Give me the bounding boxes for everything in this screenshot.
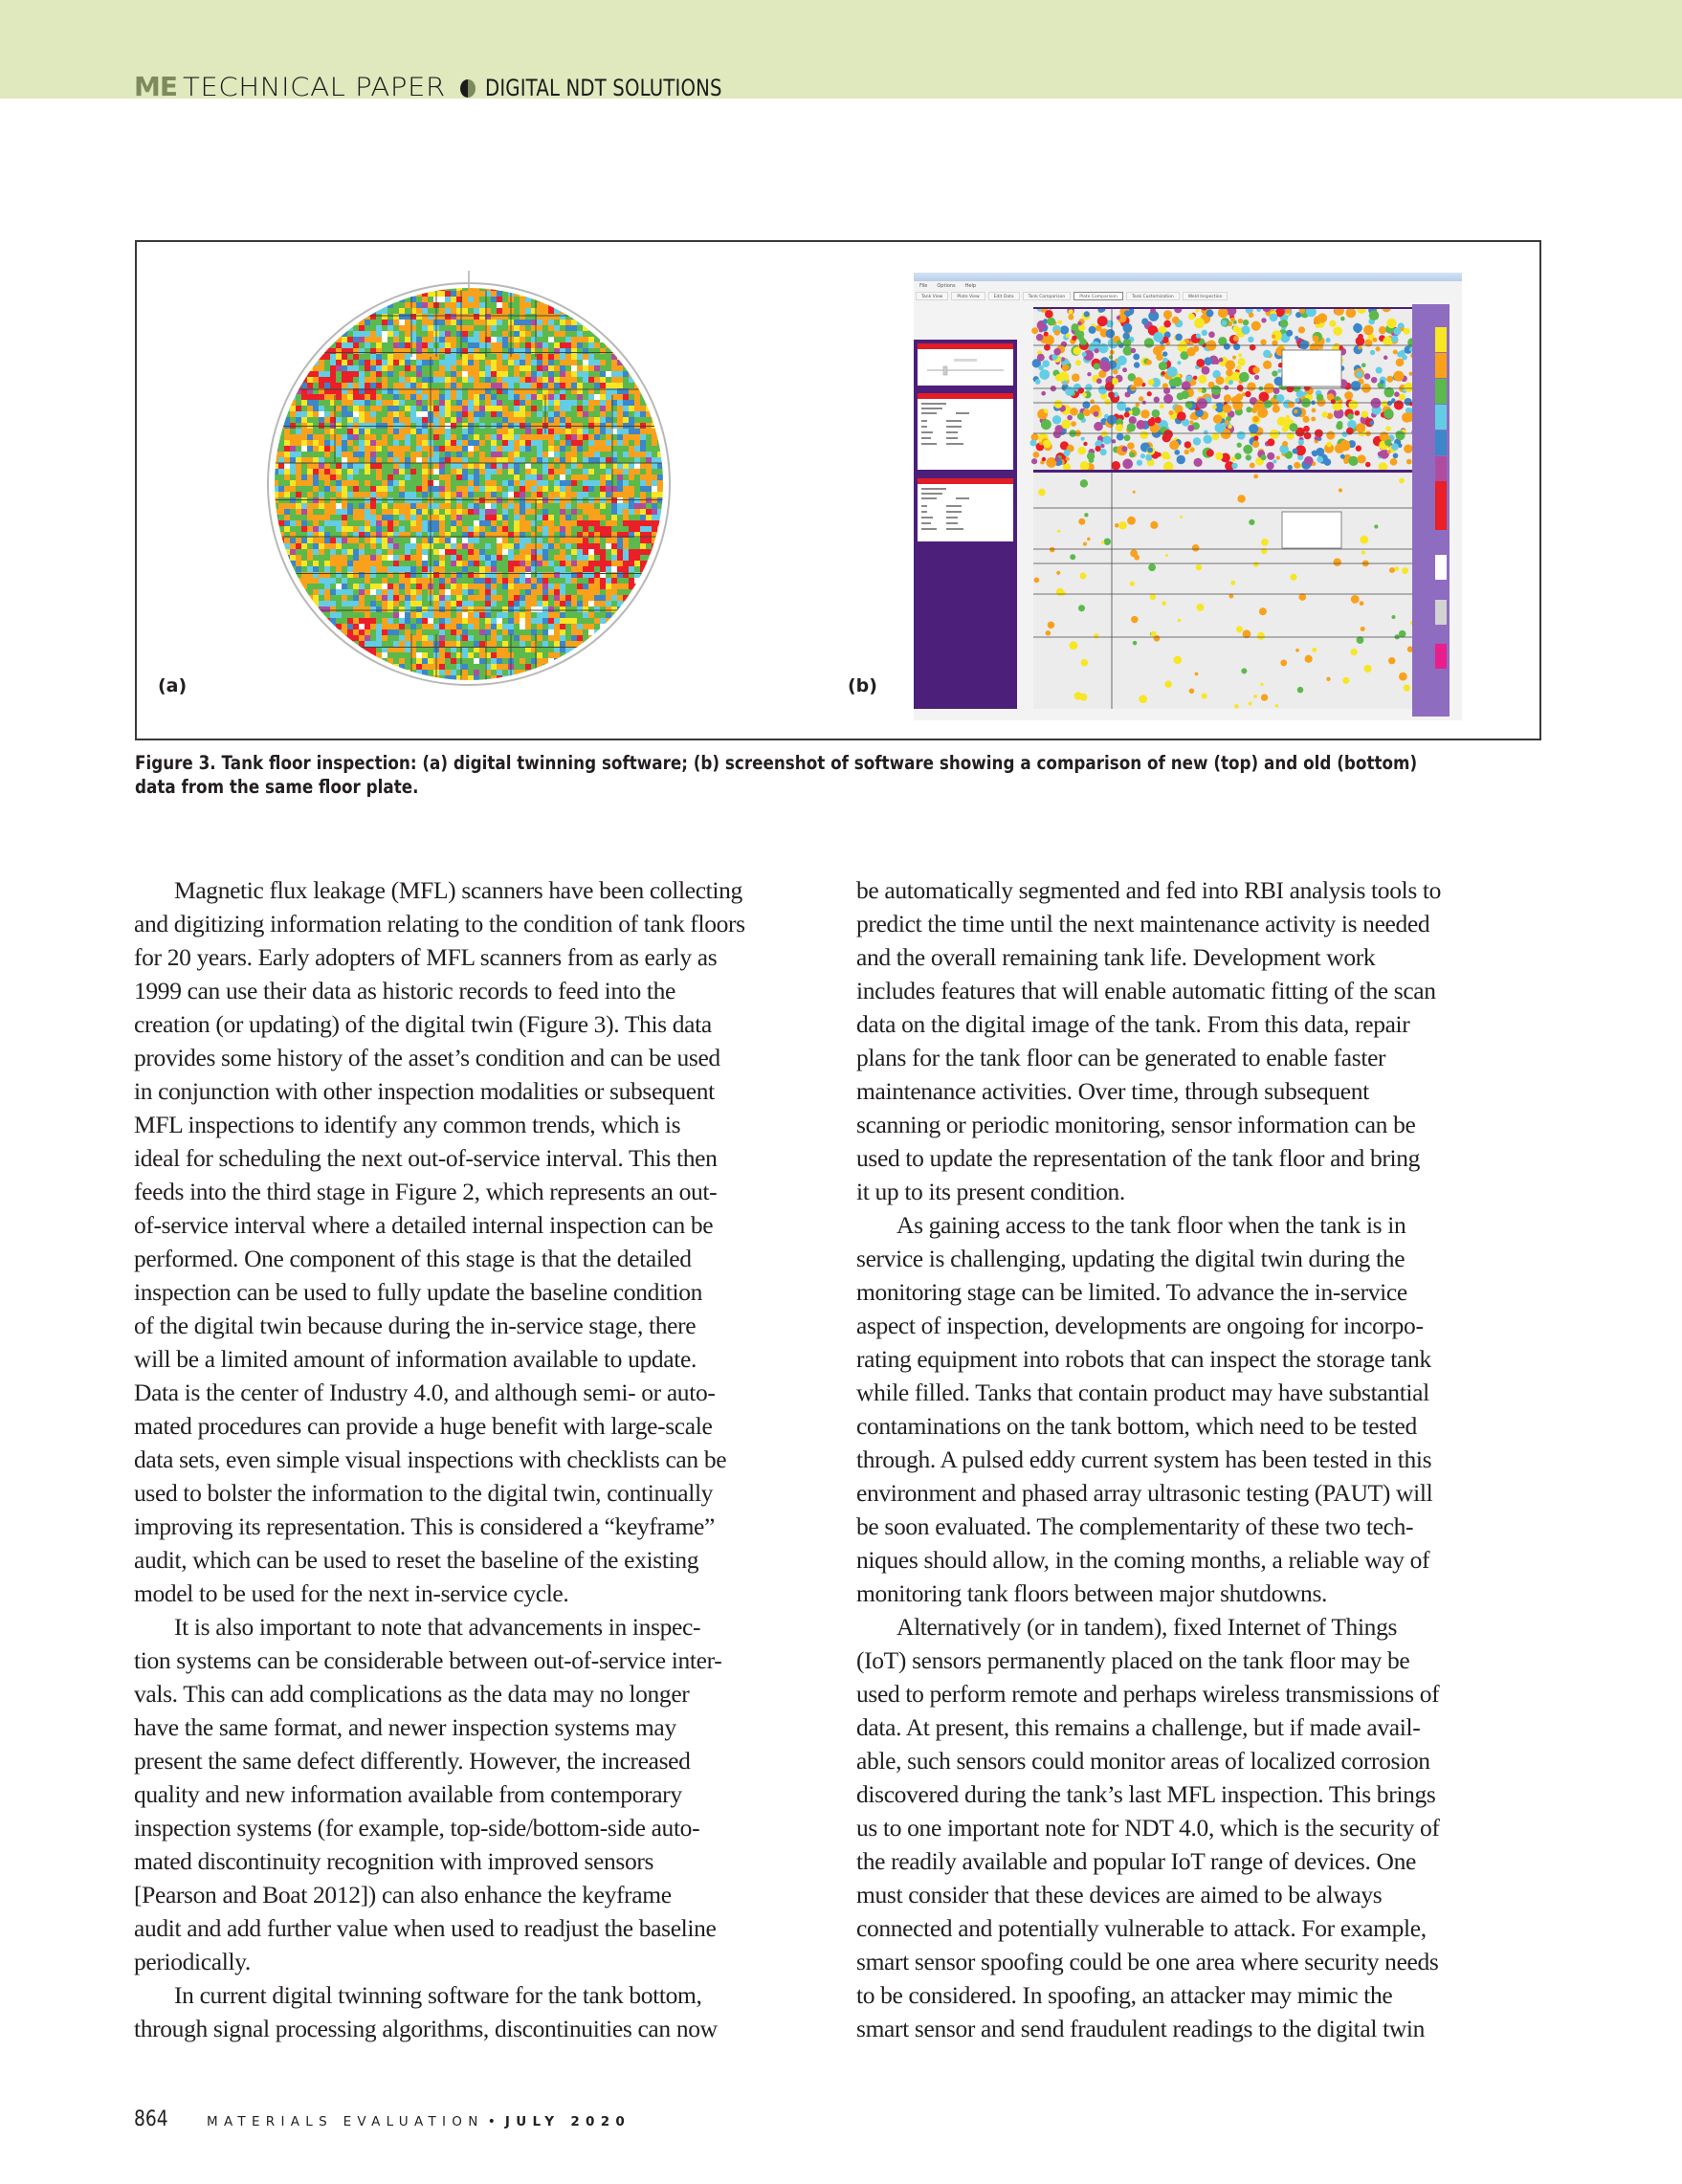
tab-tank-comparison: Tank Comparison xyxy=(1023,292,1072,300)
body-text-line: be soon evaluated. The complementarity of these two tech- xyxy=(856,1512,1414,1540)
body-text-line: to be considered. In spoofing, an attacker may mimic the xyxy=(856,1981,1393,2009)
zoom-panel xyxy=(916,342,1015,387)
body-text-line: through signal processing algorithms, discontinuities can now xyxy=(134,2015,718,2042)
body-text-line: in conjunction with other inspection modalities or subsequent xyxy=(134,1077,715,1105)
panel-b-label: (b) xyxy=(848,675,877,696)
page-footer xyxy=(134,2107,631,2136)
body-text-line: able, such sensors could monitor areas of localized corrosion xyxy=(856,1747,1430,1775)
body-text-line: predict the time until the next maintenance activity is needed xyxy=(856,910,1430,938)
body-text-line: tion systems can be considerable between out-of-service inter- xyxy=(134,1646,722,1674)
body-text-line: smart sensor spoofing could be one area where security needs xyxy=(856,1948,1439,1975)
body-text-line: maintenance activities. Over time, through subsequent xyxy=(856,1077,1369,1105)
software-tab-bar xyxy=(914,292,1228,300)
body-text-line: aspect of inspection, developments are ongoing for incorpo- xyxy=(856,1312,1424,1339)
legend-swatch xyxy=(1435,327,1447,352)
running-header xyxy=(134,71,775,102)
section-name: DIGITAL NDT SOLUTIONS xyxy=(485,75,723,101)
body-text-line: monitoring stage can be limited. To advance the in-service xyxy=(856,1278,1407,1306)
body-text-line: smart sensor and send fraudulent readings to the digital twin xyxy=(856,2015,1426,2042)
body-text-line: vals. This can add complications as the data may no longer xyxy=(134,1680,690,1708)
body-text-line: monitoring tank floors between major shutdowns. xyxy=(856,1579,1328,1607)
body-text-line: creation (or updating) of the digital twin (Figure 3). This data xyxy=(134,1010,712,1038)
body-text-line: discovered during the tank’s last MFL inspection. This brings xyxy=(856,1780,1436,1808)
caption-line: Figure 3. Tank floor inspection: (a) digital twinning software; (b) screenshot of software showing a comparison of new (top) and old (bottom) xyxy=(135,752,1418,774)
body-text-line: MFL inspections to identify any common trends, which is xyxy=(134,1111,681,1138)
body-text-line: audit and add further value when used to readjust the baseline xyxy=(134,1914,717,1942)
legend-swatch xyxy=(1435,456,1447,481)
body-text-line: plans for the tank floor can be generated to enable faster xyxy=(856,1044,1386,1071)
body-text-line: It is also important to note that advancements in inspec- xyxy=(174,1613,701,1641)
body-text-line: periodically. xyxy=(134,1948,251,1975)
body-text-line: improving its representation. This is considered a “keyframe” xyxy=(134,1512,715,1540)
body-text-line: of-service interval where a detailed internal inspection can be xyxy=(134,1211,714,1239)
body-text-line: us to one important note for NDT 4.0, which is the security of xyxy=(856,1814,1440,1842)
body-text-line: performed. One component of this stage is that the detailed xyxy=(134,1245,692,1272)
body-text-line: As gaining access to the tank floor when the tank is in xyxy=(896,1211,1406,1239)
body-column-left xyxy=(134,873,823,2045)
body-text-line: will be a limited amount of information available to update. xyxy=(134,1345,697,1373)
tab-tank-view: Tank View xyxy=(916,292,948,300)
body-text-line: model to be used for the next in-service cycle. xyxy=(134,1579,569,1607)
color-scale-legend xyxy=(1412,304,1450,717)
tab-plate-comparison: Plate Comparison xyxy=(1073,292,1123,300)
legend-swatch xyxy=(1435,644,1447,669)
menu-file: File xyxy=(919,283,928,289)
tab-plate-view: Plate View xyxy=(951,292,985,300)
body-text-line: used to perform remote and perhaps wireless transmissions of xyxy=(856,1680,1440,1708)
body-text-line: Alternatively (or in tandem), fixed Internet of Things xyxy=(896,1613,1398,1641)
body-text-line: contaminations on the tank bottom, which need to be tested xyxy=(856,1412,1417,1440)
body-text-line: [Pearson and Boat 2012]) can also enhance the keyframe xyxy=(134,1881,672,1908)
body-text-line: environment and phased array ultrasonic testing (PAUT) will xyxy=(856,1479,1433,1507)
body-text-line: 1999 can use their data as historic records to feed into the xyxy=(134,977,676,1004)
body-text-line: Magnetic flux leakage (MFL) scanners have been collecting xyxy=(174,876,742,904)
body-text-line: includes features that will enable automatic fitting of the scan xyxy=(856,977,1436,1004)
compare-plate-panel xyxy=(916,476,1015,543)
page-number: 864 xyxy=(134,2107,168,2131)
body-text-line: it up to its present condition. xyxy=(856,1178,1125,1205)
body-text-line: through. A pulsed eddy current system has been tested in this xyxy=(856,1445,1432,1473)
tank-floor-map-image xyxy=(258,271,679,694)
legend-swatch xyxy=(1435,405,1447,430)
body-text-line: data. At present, this remains a challenge, but if made avail- xyxy=(856,1713,1421,1741)
tab-tank-customization: Tank Customization xyxy=(1126,292,1180,300)
body-text-line: mated procedures can provide a huge benefit with large-scale xyxy=(134,1412,713,1440)
legend-swatch xyxy=(1435,555,1447,580)
brand-mark: ME xyxy=(134,71,177,102)
body-text-line: for 20 years. Early adopters of MFL scanners from as early as xyxy=(134,943,718,971)
legend-swatch xyxy=(1435,481,1447,530)
zoom-slider xyxy=(918,349,1013,386)
body-text-line: used to update the representation of the tank floor and bring xyxy=(856,1144,1421,1172)
body-text-line: and the overall remaining tank life. Development work xyxy=(856,943,1376,971)
section-type: TECHNICAL PAPER xyxy=(183,73,446,102)
body-text-line: quality and new information available from contemporary xyxy=(134,1780,682,1808)
body-text-line: have the same format, and newer inspection systems may xyxy=(134,1713,676,1741)
software-menu-bar xyxy=(914,282,976,290)
software-title-bar xyxy=(914,273,1462,281)
body-text-line: mated discontinuity recognition with improved sensors xyxy=(134,1847,654,1875)
body-text-line: inspection systems (for example, top-side/bottom-side auto- xyxy=(134,1814,700,1842)
journal-name: MATERIALS EVALUATION xyxy=(207,2114,484,2129)
body-text-line: while filled. Tanks that contain product may have substantial xyxy=(856,1379,1429,1406)
body-text-line: provides some history of the asset’s condition and can be used xyxy=(134,1044,720,1071)
body-text-line: service is challenging, updating the digital twin during the xyxy=(856,1245,1405,1272)
legend-swatch xyxy=(1435,353,1447,378)
body-text-line: feeds into the third stage in Figure 2, which represents an out- xyxy=(134,1178,718,1205)
plate-comparison-view xyxy=(1019,307,1440,709)
legend-swatch xyxy=(1435,379,1447,404)
body-text-line: and digitizing information relating to the condition of tank floors xyxy=(134,910,745,938)
body-text-line: audit, which can be used to reset the baseline of the existing xyxy=(134,1546,699,1574)
body-text-line: be automatically segmented and fed into RBI analysis tools to xyxy=(856,876,1442,904)
tab-edit-data: Edit Data xyxy=(988,292,1020,300)
body-text-line: rating equipment into robots that can inspect the storage tank xyxy=(856,1345,1431,1373)
body-text-line: niques should allow, in the coming months, a reliable way of xyxy=(856,1546,1430,1574)
tab-weld-inspection: Weld Inspection xyxy=(1183,292,1228,300)
menu-help: Help xyxy=(964,283,977,289)
body-text-line: scanning or periodic monitoring, sensor information can be xyxy=(856,1111,1416,1138)
body-text-line: (IoT) sensors permanently placed on the tank floor may be xyxy=(856,1646,1410,1674)
body-text-line: inspection can be used to fully update the baseline condition xyxy=(134,1278,703,1306)
body-column-right xyxy=(856,873,1545,2045)
body-text-line: the readily available and popular IoT range of devices. One xyxy=(856,1847,1416,1875)
menu-options: Options xyxy=(937,283,956,289)
body-text-line: of the digital twin because during the in-service stage, there xyxy=(134,1312,697,1339)
issue-date: JULY 2020 xyxy=(504,2114,631,2129)
body-text-line: Data is the center of Industry 4.0, and although semi- or auto- xyxy=(134,1379,716,1406)
half-circle-icon xyxy=(460,79,476,98)
software-screenshot-image xyxy=(914,273,1462,720)
figure-caption xyxy=(135,751,1418,799)
body-text-line: data on the digital image of the tank. From this data, repair xyxy=(856,1010,1410,1038)
panel-a-label: (a) xyxy=(158,675,188,696)
body-text-line: must consider that these devices are aimed to be always xyxy=(856,1881,1383,1908)
body-text-line: used to bolster the information to the digital twin, continually xyxy=(134,1479,714,1507)
caption-line: data from the same floor plate. xyxy=(135,776,419,798)
bullet-separator: • xyxy=(487,2114,496,2129)
legend-swatch xyxy=(1435,600,1447,625)
primary-plate-panel xyxy=(916,391,1015,472)
legend-swatch xyxy=(1435,430,1447,455)
body-text-line: data sets, even simple visual inspections with checklists can be xyxy=(134,1445,727,1473)
body-text-line: In current digital twinning software for the tank bottom, xyxy=(174,1981,702,2009)
body-text-line: present the same defect differently. However, the increased xyxy=(134,1747,691,1775)
body-text-line: connected and potentially vulnerable to attack. For example, xyxy=(856,1914,1427,1942)
body-text-line: ideal for scheduling the next out-of-service interval. This then xyxy=(134,1144,718,1172)
